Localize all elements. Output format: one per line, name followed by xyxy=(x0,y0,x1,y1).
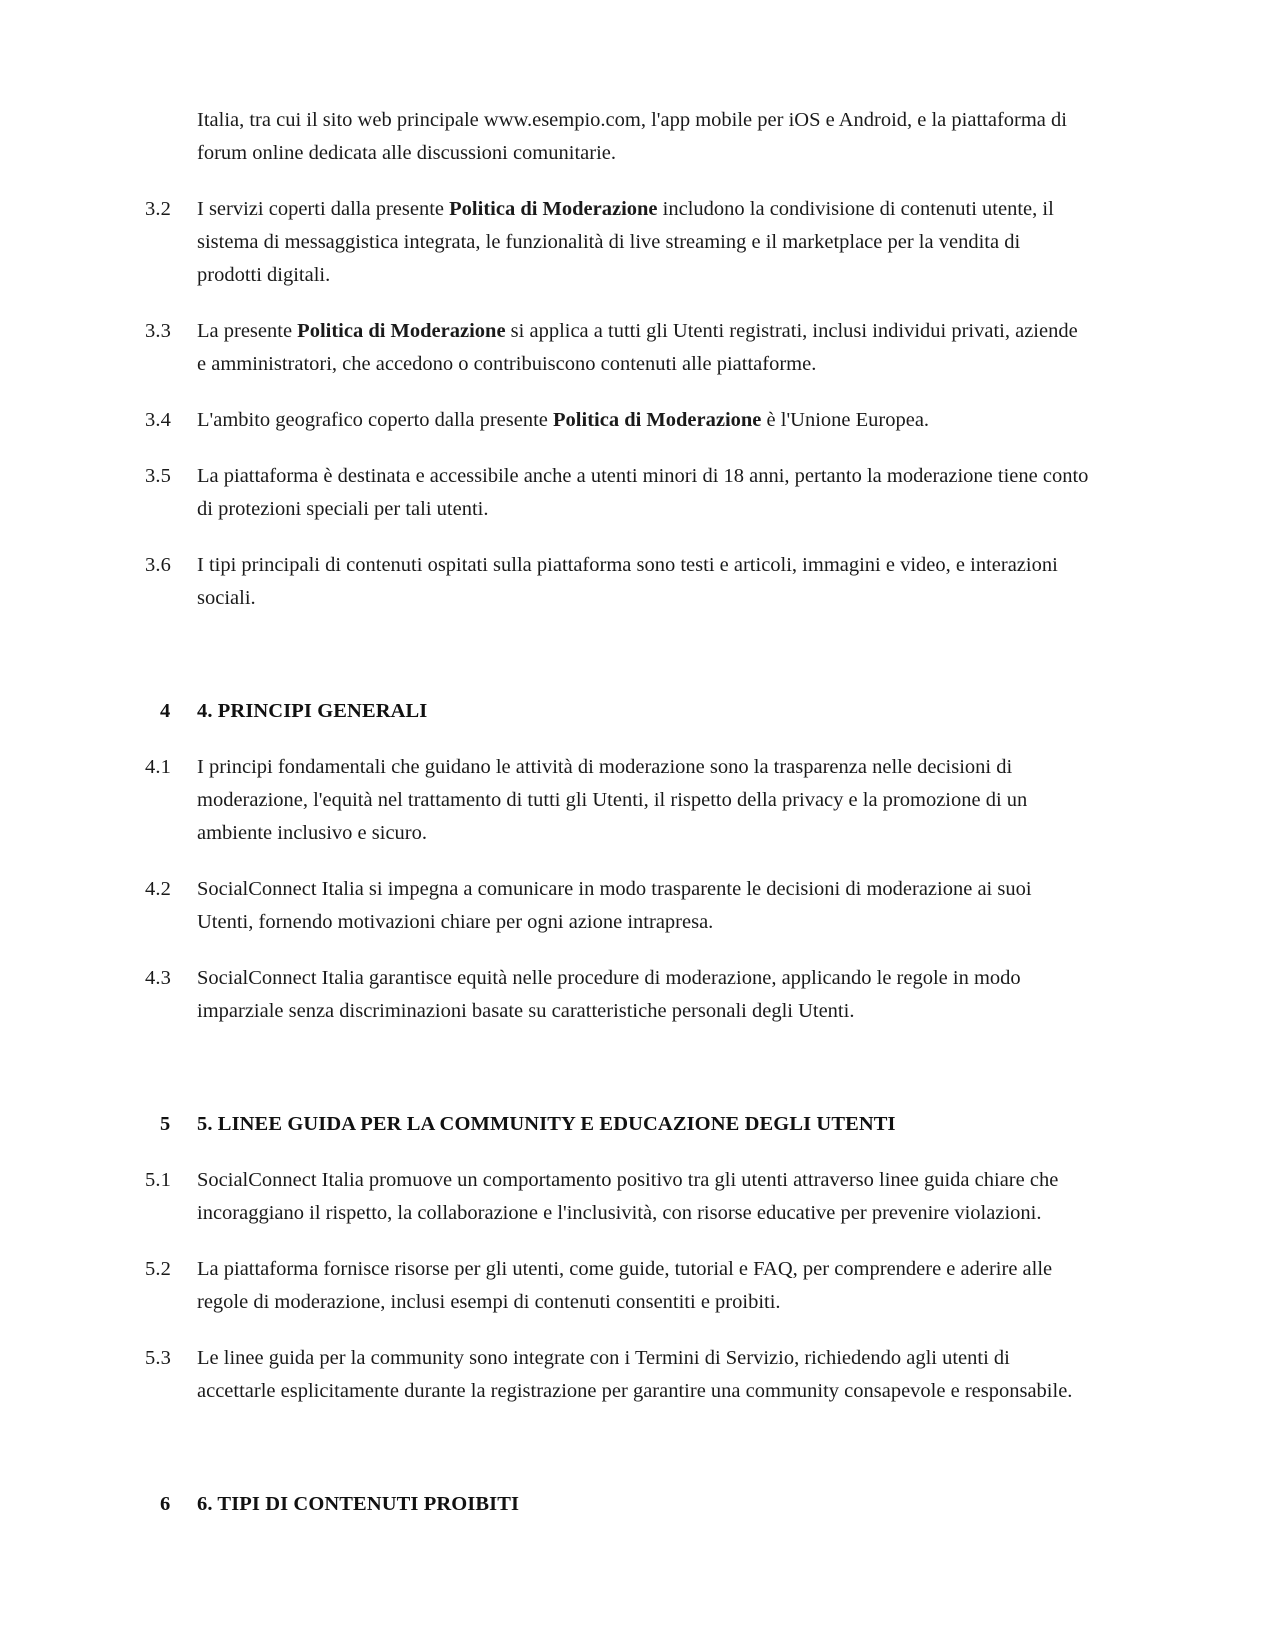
clause-text-run: La piattaforma è destinata e accessibile anche a utenti minori di 18 anni, pertanto la moderazione tiene conto di protezioni speciali per tali utenti. xyxy=(197,465,1089,520)
section-heading xyxy=(145,695,1090,727)
clause xyxy=(145,549,1090,615)
clause-number: 3.2 xyxy=(145,198,171,220)
clause xyxy=(145,193,1090,292)
clause xyxy=(145,1253,1090,1319)
clause-number: 5.3 xyxy=(145,1347,171,1369)
clause-text-run: si applica a tutti gli Utenti registrati, inclusi individui privati, aziende e amministratori, che accedono o contribuiscono contenuti alle piattaforme. xyxy=(197,320,1078,375)
clause-number: 4.2 xyxy=(145,878,171,900)
clause-text xyxy=(197,1253,1090,1319)
emphasised-term: Politica di Moderazione xyxy=(553,409,762,431)
clause-text xyxy=(197,751,1090,850)
document-body xyxy=(145,104,1090,1544)
clause-text xyxy=(197,873,1090,939)
clause xyxy=(145,751,1090,850)
clause-text xyxy=(197,1164,1090,1230)
clause-text-run: I principi fondamentali che guidano le attività di moderazione sono la trasparenza nelle decisioni di moderazione, l'equità nel trattamento di tutti gli Utenti, il rispetto della privacy e la promozione di un ambiente inclusivo e sicuro. xyxy=(197,756,1028,844)
emphasised-term: Politica di Moderazione xyxy=(449,198,658,220)
clause-text xyxy=(197,315,1090,381)
clause-text-run: includono la condivisione di contenuti utente, il sistema di messaggistica integrata, le funzionalità di live streaming e il marketplace per la vendita di prodotti digitali. xyxy=(197,198,1054,286)
clause-text xyxy=(197,104,1090,170)
clause-number: 3.6 xyxy=(145,554,171,576)
clause-continuation xyxy=(145,104,1090,170)
clause xyxy=(145,1164,1090,1230)
clause-text xyxy=(197,1342,1090,1408)
section-heading xyxy=(145,1488,1090,1520)
section-spacer xyxy=(145,1520,1090,1544)
section-spacer xyxy=(145,1140,1090,1164)
section-heading xyxy=(145,1108,1090,1140)
section-heading-title: 5. LINEE GUIDA PER LA COMMUNITY E EDUCAZIONE DEGLI UTENTI xyxy=(197,1113,896,1135)
emphasised-term: Politica di Moderazione xyxy=(297,320,506,342)
clause-text xyxy=(197,549,1090,615)
clause-number: 5.2 xyxy=(145,1258,171,1280)
clause xyxy=(145,404,1090,437)
section-heading-number: 5 xyxy=(160,1113,171,1135)
clause-text-run: Italia, tra cui il sito web principale www.esempio.com, l'app mobile per iOS e Android, e la piattaforma di forum online dedicata alle discussioni comunitarie. xyxy=(197,109,1067,164)
clause-number: 3.4 xyxy=(145,409,171,431)
clause-text-run: è l'Unione Europea. xyxy=(761,409,930,431)
clause-text-run: La presente xyxy=(197,320,298,342)
clause-text xyxy=(197,404,1090,437)
clause-text-run: La piattaforma fornisce risorse per gli utenti, come guide, tutorial e FAQ, per comprendere e aderire alle regole di moderazione, inclusi esempi di contenuti consentiti e proibiti. xyxy=(197,1258,1053,1313)
clause-text xyxy=(197,460,1090,526)
clause-text xyxy=(197,962,1090,1028)
clause xyxy=(145,315,1090,381)
clause xyxy=(145,1342,1090,1408)
section-heading-number: 4 xyxy=(160,700,171,722)
section-spacer xyxy=(145,638,1090,695)
section-spacer xyxy=(145,1051,1090,1108)
clause-number: 4.1 xyxy=(145,756,171,778)
section-heading-title: 4. PRINCIPI GENERALI xyxy=(197,700,428,722)
clause-number: 4.3 xyxy=(145,967,171,989)
section-heading-number: 6 xyxy=(160,1493,171,1515)
section-spacer xyxy=(145,1431,1090,1488)
clause-number: 5.1 xyxy=(145,1169,171,1191)
clause xyxy=(145,962,1090,1028)
clause-text-run: I servizi coperti dalla presente xyxy=(197,198,450,220)
clause-text xyxy=(197,193,1090,292)
section-heading-title: 6. TIPI DI CONTENUTI PROIBITI xyxy=(197,1493,520,1515)
clause xyxy=(145,460,1090,526)
clause-text-run: Le linee guida per la community sono integrate con i Termini di Servizio, richiedendo agli utenti di accettarle esplicitamente durante la registrazione per garantire una community consapevole e responsabile. xyxy=(197,1347,1073,1402)
clause-text-run: SocialConnect Italia si impegna a comunicare in modo trasparente le decisioni di moderazione ai suoi Utenti, fornendo motivazioni chiare per ogni azione intrapresa. xyxy=(197,878,1032,933)
section-spacer xyxy=(145,727,1090,751)
clause-text-run: I tipi principali di contenuti ospitati sulla piattaforma sono testi e articoli, immagini e video, e interazioni sociali. xyxy=(197,554,1058,609)
clause-number: 3.3 xyxy=(145,320,171,342)
clause xyxy=(145,873,1090,939)
clause-text-run: SocialConnect Italia garantisce equità nelle procedure di moderazione, applicando le regole in modo imparziale senza discriminazioni basate su caratteristiche personali degli Utenti. xyxy=(197,967,1021,1022)
clause-text-run: L'ambito geografico coperto dalla presente xyxy=(197,409,554,431)
clause-number: 3.5 xyxy=(145,465,171,487)
clause-text-run: SocialConnect Italia promuove un comportamento positivo tra gli utenti attraverso linee guida chiare che incoraggiano il rispetto, la collaborazione e l'inclusività, con risorse educative per prevenire violazioni. xyxy=(197,1169,1059,1224)
